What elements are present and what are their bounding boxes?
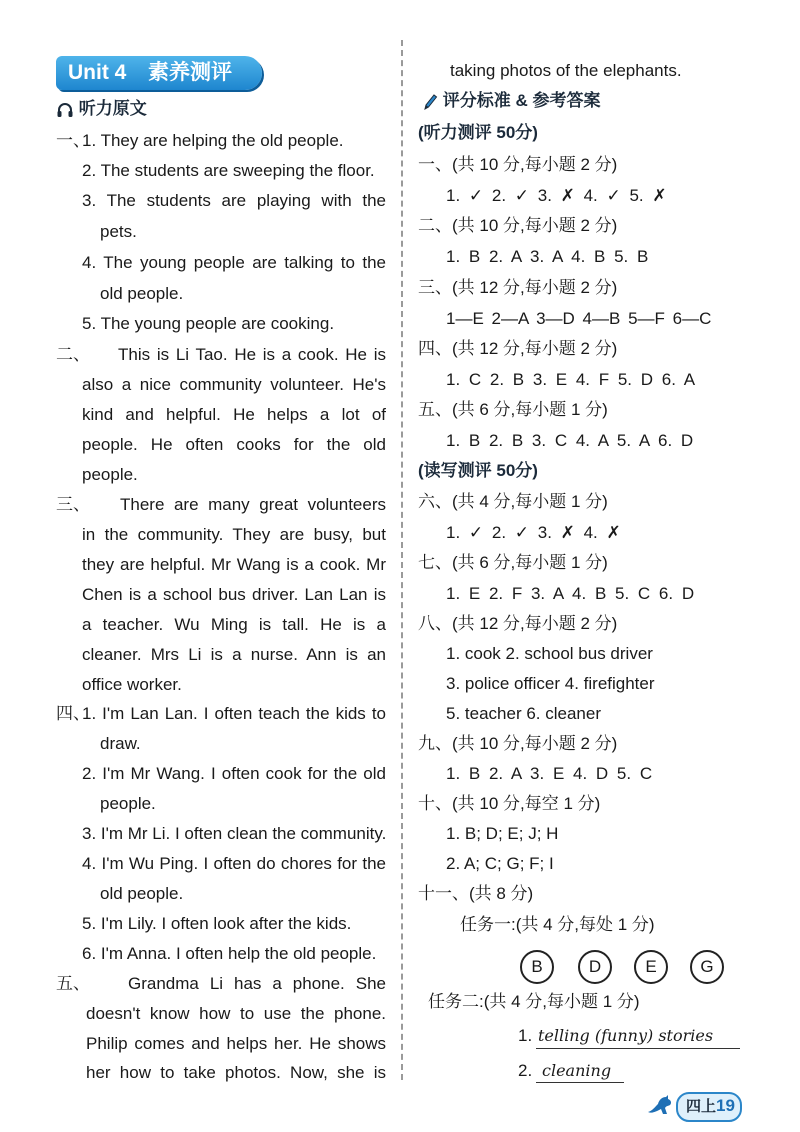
task-1-label: 任务一:(共 4 分,每处 1 分) xyxy=(460,915,655,934)
s4-item-1: 1. I'm Lan Lan. I often teach the kids to xyxy=(82,704,386,723)
section-4-label: 四、 xyxy=(56,704,90,723)
answer-5-label: 五、(共 6 分,每小题 1 分) xyxy=(418,400,608,419)
s1-item-1: 1. They are helping the old people. xyxy=(82,131,344,150)
s1-item-3-cont: pets. xyxy=(100,222,137,241)
grade-label: 四上 xyxy=(686,1098,717,1115)
s3-line-7: office worker. xyxy=(82,675,182,694)
answer-3: 1—E 2—A 3—D 4—B 5—F 6—C xyxy=(446,309,712,328)
s1-item-4: 4. The young people are talking to the xyxy=(82,253,386,272)
s2-line-3: kind and helpful. He helps a lot of xyxy=(82,405,386,424)
answer-line-2 xyxy=(536,1082,624,1083)
handwritten-1-number: 1. xyxy=(518,1026,533,1045)
answer-1-label: 一、(共 10 分,每小题 2 分) xyxy=(418,155,618,174)
answer-8-label: 八、(共 12 分,每小题 2 分) xyxy=(418,614,618,633)
answer-5: 1. B 2. B 3. C 4. A 5. A 6. D xyxy=(446,431,694,450)
answer-circle-b: B xyxy=(520,950,554,984)
unit-title: Unit 4 xyxy=(68,61,127,84)
handwritten-2-number: 2. xyxy=(518,1061,533,1080)
s1-item-3: 3. The students are playing with the xyxy=(82,191,386,210)
answer-6-label: 六、(共 4 分,每小题 1 分) xyxy=(418,492,608,511)
answer-8-line-3: 5. teacher 6. cleaner xyxy=(446,704,601,723)
s4-item-5: 5. I'm Lily. I often look after the kids. xyxy=(82,914,352,933)
headphones-icon xyxy=(56,101,74,119)
s2-line-4: people. He often cooks for the old xyxy=(82,435,386,454)
task-2-label: 任务二:(共 4 分,每小题 1 分) xyxy=(428,992,640,1011)
section-2-label: 二、 xyxy=(56,345,90,364)
s4-item-1-cont: draw. xyxy=(100,734,141,753)
answer-4: 1. C 2. B 3. E 4. F 5. D 6. A xyxy=(446,370,696,389)
answer-circle-g: G xyxy=(690,950,724,984)
s5-line-5: taking photos of the elephants. xyxy=(450,61,682,80)
answer-3-label: 三、(共 12 分,每小题 2 分) xyxy=(418,278,618,297)
s3-line-1: There are many great volunteers xyxy=(120,495,386,514)
s1-item-4-cont: old people. xyxy=(100,284,184,303)
s3-line-3: they are helpful. Mr Wang is a cook. Mr xyxy=(82,555,386,574)
s4-item-6: 6. I'm Anna. I often help the old people. xyxy=(82,944,377,963)
answer-circle-e: E xyxy=(634,950,668,984)
s5-line-3: Philip comes and helps her. He shows xyxy=(86,1034,386,1053)
reading-writing-score-title: (读写测评 50分) xyxy=(418,461,538,480)
s4-item-2: 2. I'm Mr Wang. I often cook for the old xyxy=(82,764,386,783)
answer-7-label: 七、(共 6 分,每小题 1 分) xyxy=(418,553,608,572)
listening-header xyxy=(56,98,147,120)
s4-item-4-cont: old people. xyxy=(100,884,184,903)
answer-2-label: 二、(共 10 分,每小题 2 分) xyxy=(418,216,618,235)
answer-6: 1. ✓ 2. ✓ 3. ✗ 4. ✗ xyxy=(446,523,621,542)
answer-1: 1. ✓ 2. ✓ 3. ✗ 4. ✓ 5. ✗ xyxy=(446,186,667,205)
pencil-icon xyxy=(422,93,438,111)
listening-header-text: 听力原文 xyxy=(78,99,147,118)
answer-10-line-1: 1. B; D; E; J; H xyxy=(446,824,559,843)
answer-2: 1. B 2. A 3. A 4. B 5. B xyxy=(446,247,649,266)
s5-line-4: her how to take photos. Now, she is xyxy=(86,1063,386,1082)
s2-line-5: people. xyxy=(82,465,138,484)
s4-item-2-cont: people. xyxy=(100,794,156,813)
section-1-label: 一、 xyxy=(56,131,90,150)
s3-line-4: Chen is a school bus driver. Lan Lan is xyxy=(82,585,386,604)
answer-11-label: 十一、(共 8 分) xyxy=(418,884,534,903)
section-3-label: 三、 xyxy=(56,495,90,514)
listening-score-title: (听力测评 50分) xyxy=(418,123,538,142)
unit-banner xyxy=(56,56,262,90)
answers-header xyxy=(422,90,600,112)
page-number: 19 xyxy=(716,1096,735,1115)
s2-line-2: also a nice community volunteer. He's xyxy=(82,375,386,394)
answer-4-label: 四、(共 12 分,每小题 2 分) xyxy=(418,339,618,358)
answers-header-text: 评分标准 & 参考答案 xyxy=(442,91,601,110)
s2-line-1: This is Li Tao. He is a cook. He is xyxy=(118,345,386,364)
s4-item-3: 3. I'm Mr Li. I often clean the community. xyxy=(82,824,387,843)
s3-line-5: a teacher. Wu Ming is tall. He is a xyxy=(82,615,386,634)
answer-8-line-1: 1. cook 2. school bus driver xyxy=(446,644,653,663)
answer-9: 1. B 2. A 3. E 4. D 5. C xyxy=(446,764,653,783)
unit-subtitle: 素养测评 xyxy=(148,61,232,84)
s1-item-2: 2. The students are sweeping the floor. xyxy=(82,161,375,180)
answer-9-label: 九、(共 10 分,每小题 2 分) xyxy=(418,734,618,753)
page-footer-tag xyxy=(676,1092,742,1122)
answer-10-line-2: 2. A; C; G; F; I xyxy=(446,854,554,873)
section-5-label: 五、 xyxy=(56,974,90,993)
s3-line-6: cleaner. Mrs Li is a nurse. Ann is an xyxy=(82,645,386,664)
handwritten-answer-1: telling (funny) stories xyxy=(538,1026,714,1045)
handwritten-answer-2: cleaning xyxy=(542,1061,612,1080)
answer-7: 1. E 2. F 3. A 4. B 5. C 6. D xyxy=(446,584,695,603)
answer-line-1 xyxy=(536,1048,740,1049)
kangaroo-logo-icon xyxy=(646,1094,674,1116)
s5-line-1: Grandma Li has a phone. She xyxy=(128,974,386,993)
answer-8-line-2: 3. police officer 4. firefighter xyxy=(446,674,655,693)
s5-line-2: doesn't know how to use the phone. xyxy=(86,1004,386,1023)
column-divider xyxy=(401,40,403,1080)
s4-item-4: 4. I'm Wu Ping. I often do chores for the xyxy=(82,854,386,873)
s3-line-2: in the community. They are busy, but xyxy=(82,525,386,544)
answer-10-label: 十、(共 10 分,每空 1 分) xyxy=(418,794,601,813)
s1-item-5: 5. The young people are cooking. xyxy=(82,314,335,333)
answer-circle-d: D xyxy=(578,950,612,984)
